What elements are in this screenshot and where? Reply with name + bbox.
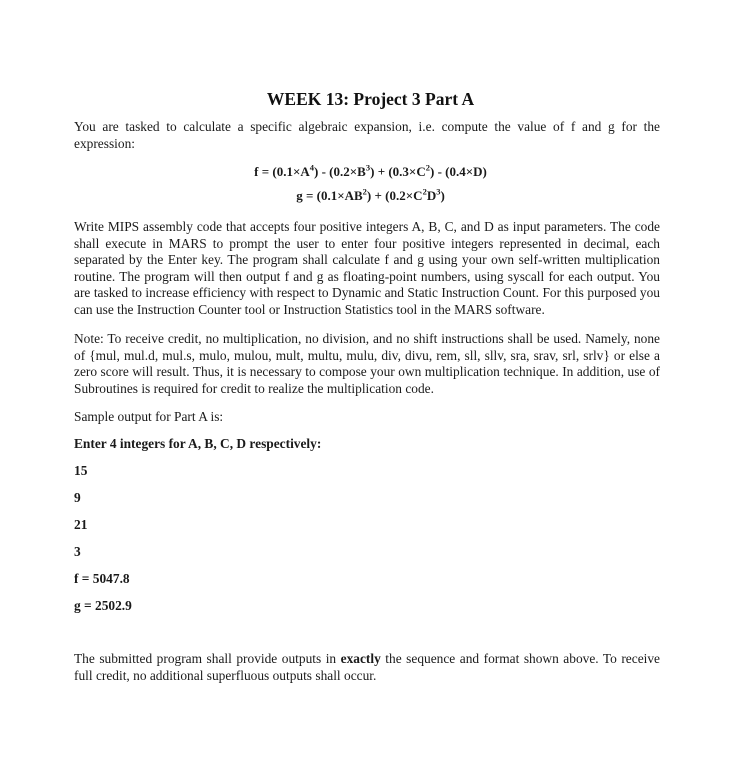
sample-input-d: 3 <box>74 544 81 559</box>
equation-g-close-1: ) <box>366 188 372 203</box>
equation-f-exp-3: 2 <box>425 162 430 173</box>
sample-input-b: 9 <box>74 490 81 505</box>
equation-f <box>0 164 741 180</box>
equation-g-close-3: ) <box>440 188 445 203</box>
equation-f-term-4: - (0.4×D) <box>434 164 487 179</box>
note-paragraph: Note: To receive credit, no multiplication, no division, and no shift instructions shall be used. Namely, none of {mul, mul.d, mul.s, mulo, mulou, mult, multu, mulu, div, divu, rem, sll, sllv, sra, srav, srl, srlv} or else a zero score will result. Thus, it is necessary to compose your own multiplication technique. In addition, use of Subroutines is required for credit to realize the multiplication code. <box>74 331 660 396</box>
equation-g <box>0 188 741 204</box>
equation-f-term-1: (0.1×A <box>272 164 310 179</box>
equation-g-term-2: + (0.2×C <box>371 188 423 203</box>
equation-f-close-2: ) <box>370 164 375 179</box>
sample-input-a: 15 <box>74 463 88 478</box>
equation-g-term-1: (0.1×AB <box>316 188 363 203</box>
equation-g-exp-1: 2 <box>362 186 367 197</box>
sample-prompt: Enter 4 integers for A, B, C, D respectively: <box>74 436 322 451</box>
equation-g-lhs: g = <box>296 188 317 203</box>
equation-f-exp-1: 4 <box>309 162 314 173</box>
equation-g-exp-3: 3 <box>436 186 441 197</box>
sample-input-c: 21 <box>74 517 88 532</box>
equation-f-term-2: - (0.2×B <box>318 164 366 179</box>
equation-f-exp-2: 3 <box>365 162 371 173</box>
equation-f-term-3: + (0.3×C <box>374 164 426 179</box>
closing-emphasis: exactly <box>340 651 381 666</box>
equation-f-lhs: f = <box>254 164 273 179</box>
closing-paragraph <box>74 651 660 684</box>
equation-g-term-3: D <box>426 188 437 203</box>
closing-text-start: The submitted program shall provide outputs in <box>74 651 341 666</box>
page-title: WEEK 13: Project 3 Part A <box>266 89 475 109</box>
sample-f-result: f = 5047.8 <box>74 571 130 586</box>
closing-text-end: the sequence and format shown above. To receive full credit, no additional superfluous outputs shall occur. <box>74 651 660 683</box>
instructions-paragraph: Write MIPS assembly code that accepts four positive integers A, B, C, and D as input parameters. The code shall execute in MARS to prompt the user to enter four positive integers represented in decimal, each separated by the Enter key. The program shall calculate f and g using your own self-written multiplication routine. The program will then output f and g as floating-point numbers, using syscall for each output. You are tasked to increase efficiency with respect to Dynamic and Static Instruction Count. For this purposed you can use the Instruction Counter tool or Instruction Statistics tool in the MARS software. <box>74 219 660 317</box>
sample-output-label: Sample output for Part A is: <box>74 409 224 424</box>
equation-f-close-1: ) <box>314 164 319 179</box>
equation-f-close-3: ) <box>429 164 435 179</box>
sample-g-result: g = 2502.9 <box>74 598 132 613</box>
equation-g-exp-2: 2 <box>422 186 427 197</box>
intro-paragraph: You are tasked to calculate a specific algebraic expansion, i.e. compute the value of f and g for the expression: <box>74 119 660 151</box>
